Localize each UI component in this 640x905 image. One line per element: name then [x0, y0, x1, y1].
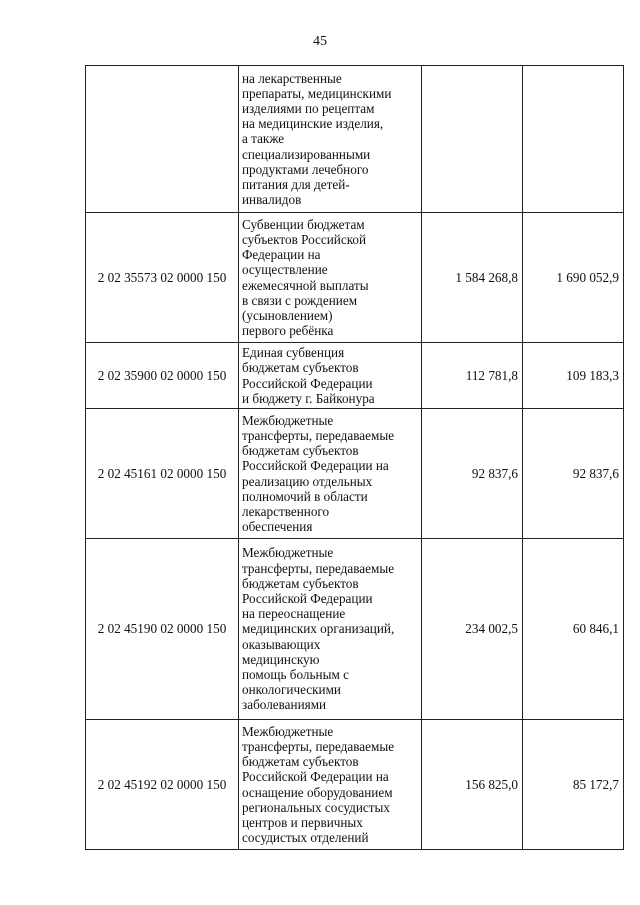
description-line: бюджетам субъектов [242, 575, 359, 591]
budget-table-body [86, 66, 624, 850]
description-cell [239, 213, 422, 343]
description-line: бюджетам субъектов [242, 754, 359, 770]
budget-code-cell [86, 66, 239, 213]
amount-year-1-cell [422, 66, 523, 213]
description-line: Российской Федерации на [242, 458, 389, 474]
description-line: Межбюджетные [242, 545, 334, 561]
table-row [86, 213, 624, 343]
description-line: сосудистых отделений [242, 830, 369, 846]
page-number: 45 [313, 34, 327, 49]
description-line: (усыновлением) [242, 307, 333, 323]
table-row [86, 66, 624, 213]
description-line: онкологическими [242, 682, 341, 698]
description-line: в связи с рождением [242, 292, 358, 308]
description-line: изделиями по рецептам [242, 100, 375, 116]
description-line: лекарственного [242, 503, 330, 519]
description-line: медицинских организаций, [242, 621, 395, 637]
table-row [86, 343, 624, 409]
table-row [86, 539, 624, 720]
description-line: полномочий в области [242, 488, 368, 504]
description-line: центров и первичных [242, 814, 363, 830]
description-line: Единая субвенция [242, 345, 345, 361]
description-line: заболеваниями [242, 697, 327, 713]
budget-code-cell: 2 02 45161 02 0000 150 [86, 409, 239, 539]
description-cell [239, 720, 422, 850]
budget-code-cell: 2 02 35573 02 0000 150 [86, 213, 239, 343]
description-cell [239, 343, 422, 409]
description-line: на медицинские изделия, [242, 116, 384, 132]
description-line: осуществление [242, 262, 328, 278]
description-line: первого ребёнка [242, 323, 334, 339]
description-cell [239, 539, 422, 720]
amount-year-2-cell: 60 846,1 [523, 539, 624, 720]
description-line: питания для детей- [242, 177, 350, 192]
description-line: ежемесячной выплаты [242, 277, 369, 293]
description-line: Межбюджетные [242, 412, 334, 428]
description-line: Российской Федерации [242, 590, 373, 606]
description-line: на лекарственные [242, 70, 342, 86]
description-line: обеспечения [242, 519, 313, 535]
budget-code-cell: 2 02 35900 02 0000 150 [86, 343, 239, 409]
description-line: бюджетам субъектов [242, 443, 359, 459]
amount-year-2-cell: 109 183,3 [523, 343, 624, 409]
amount-year-1-cell: 234 002,5 [422, 539, 523, 720]
budget-table [85, 65, 624, 850]
description-line: препараты, медицинскими [242, 85, 392, 101]
table-row [86, 720, 624, 850]
budget-code-cell: 2 02 45190 02 0000 150 [86, 539, 239, 720]
table-row [86, 409, 624, 539]
description-cell [239, 66, 422, 213]
description-line: Российской Федерации на [242, 769, 389, 785]
description-line: реализацию отдельных [242, 473, 373, 489]
description-line: оказывающих [242, 636, 321, 652]
description-line: трансферты, передаваемые [242, 427, 395, 443]
amount-year-1-cell: 1 584 268,8 [422, 213, 523, 343]
description-line: и бюджету г. Байконура [242, 390, 375, 406]
description-line: специализированными [242, 146, 371, 162]
description-line: Межбюджетные [242, 723, 334, 739]
description-line: трансферты, передаваемые [242, 738, 395, 754]
description-line: оснащение оборудованием [242, 784, 393, 800]
description-cell [239, 409, 422, 539]
amount-year-1-cell: 92 837,6 [422, 409, 523, 539]
description-line: трансферты, передаваемые [242, 560, 395, 576]
description-line: на переоснащение [242, 606, 346, 622]
amount-year-2-cell: 92 837,6 [523, 409, 624, 539]
description-line: а также [242, 131, 285, 147]
amount-year-2-cell: 85 172,7 [523, 720, 624, 850]
description-line: инвалидов [242, 192, 302, 208]
description-line: субъектов Российской [242, 231, 367, 247]
amount-year-1-cell: 112 781,8 [422, 343, 523, 409]
description-line: бюджетам субъектов [242, 360, 359, 376]
amount-year-2-cell [523, 66, 624, 213]
description-line: медицинскую [242, 651, 320, 667]
description-line: продуктами лечебного [242, 161, 369, 177]
budget-code-cell: 2 02 45192 02 0000 150 [86, 720, 239, 850]
description-line: региональных сосудистых [242, 799, 390, 815]
amount-year-1-cell: 156 825,0 [422, 720, 523, 850]
description-line: Субвенции бюджетам [242, 216, 365, 232]
description-line: Российской Федерации [242, 375, 373, 391]
description-line: Федерации на [242, 247, 321, 263]
description-line: помощь больным с [242, 667, 349, 682]
amount-year-2-cell: 1 690 052,9 [523, 213, 624, 343]
